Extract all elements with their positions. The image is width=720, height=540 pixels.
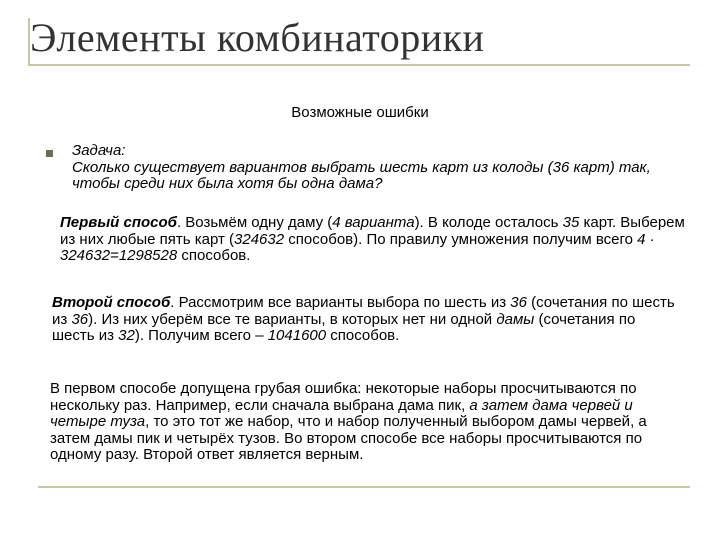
method2-text-6: способов.	[326, 327, 400, 344]
method2-value-4: 32	[118, 327, 135, 344]
method2-value-3: дамы	[496, 310, 535, 328]
conclusion-italic: а затем дама червей и четыре туза	[50, 396, 633, 430]
task-paragraph	[72, 143, 662, 193]
method1-text-1: . Возьмём одну даму (	[176, 214, 333, 231]
method1-paragraph	[60, 215, 690, 265]
method2-text-4: (сочетания по шесть из	[52, 310, 636, 344]
method1-value-4: 4 · 324632=1298528	[60, 230, 655, 264]
method1-value-2: 35	[562, 214, 580, 231]
method2-value-1: 36	[510, 294, 527, 311]
method2-text-1: . Рассмотрим все варианты выбора по шесть из	[170, 294, 511, 311]
bottom-rule	[38, 486, 690, 488]
task-label: Задача:	[72, 142, 126, 159]
method1-text-2: ). В колоде осталось	[414, 214, 563, 231]
task-text: Сколько существует вариантов выбрать шесть карт из колоды (36 карт) так, чтобы среди них была хотя бы одна дама?	[72, 158, 651, 192]
slide-subtitle: Возможные ошибки	[291, 104, 429, 121]
method1-text-3: карт. Выберем из них любые пять карт (	[60, 214, 685, 248]
method1-value-1: 4 варианта	[332, 214, 415, 231]
method1-label: Первый способ	[60, 214, 177, 231]
method2-label: Второй способ	[52, 294, 171, 311]
title-underline-rule	[28, 64, 690, 66]
method2-value-5: 1041600	[267, 327, 327, 344]
square-bullet-icon	[46, 150, 53, 157]
method1-value-3: 324632	[234, 230, 285, 248]
slide-title: Элементы комбинаторики	[30, 15, 485, 60]
conclusion-text-1: В первом способе допущена грубая ошибка: некоторые наборы просчитываются по нескольку раз. Например, если сначала выбрана дама пик,	[50, 380, 637, 414]
method2-text-5: ). Получим всего –	[134, 327, 268, 344]
method1-text-4: способов). По правилу умножения получим всего	[284, 230, 638, 248]
method2-paragraph	[52, 295, 682, 345]
method2-text-2: (сочетания по шесть из	[52, 294, 675, 328]
conclusion-text-2: , то это тот же набор, что и набор полученный выбором дамы червей, а затем дамы пик и четырёх тузов. Во втором способе все наборы просчитываются по одному разу. Второй ответ является верным.	[50, 413, 647, 463]
method2-text-3: ). Из них уберём все те варианты, в которых нет ни одной	[88, 310, 497, 328]
conclusion-paragraph	[50, 381, 680, 464]
method1-text-5: способов.	[177, 247, 251, 264]
method2-value-2: 36	[71, 310, 89, 328]
